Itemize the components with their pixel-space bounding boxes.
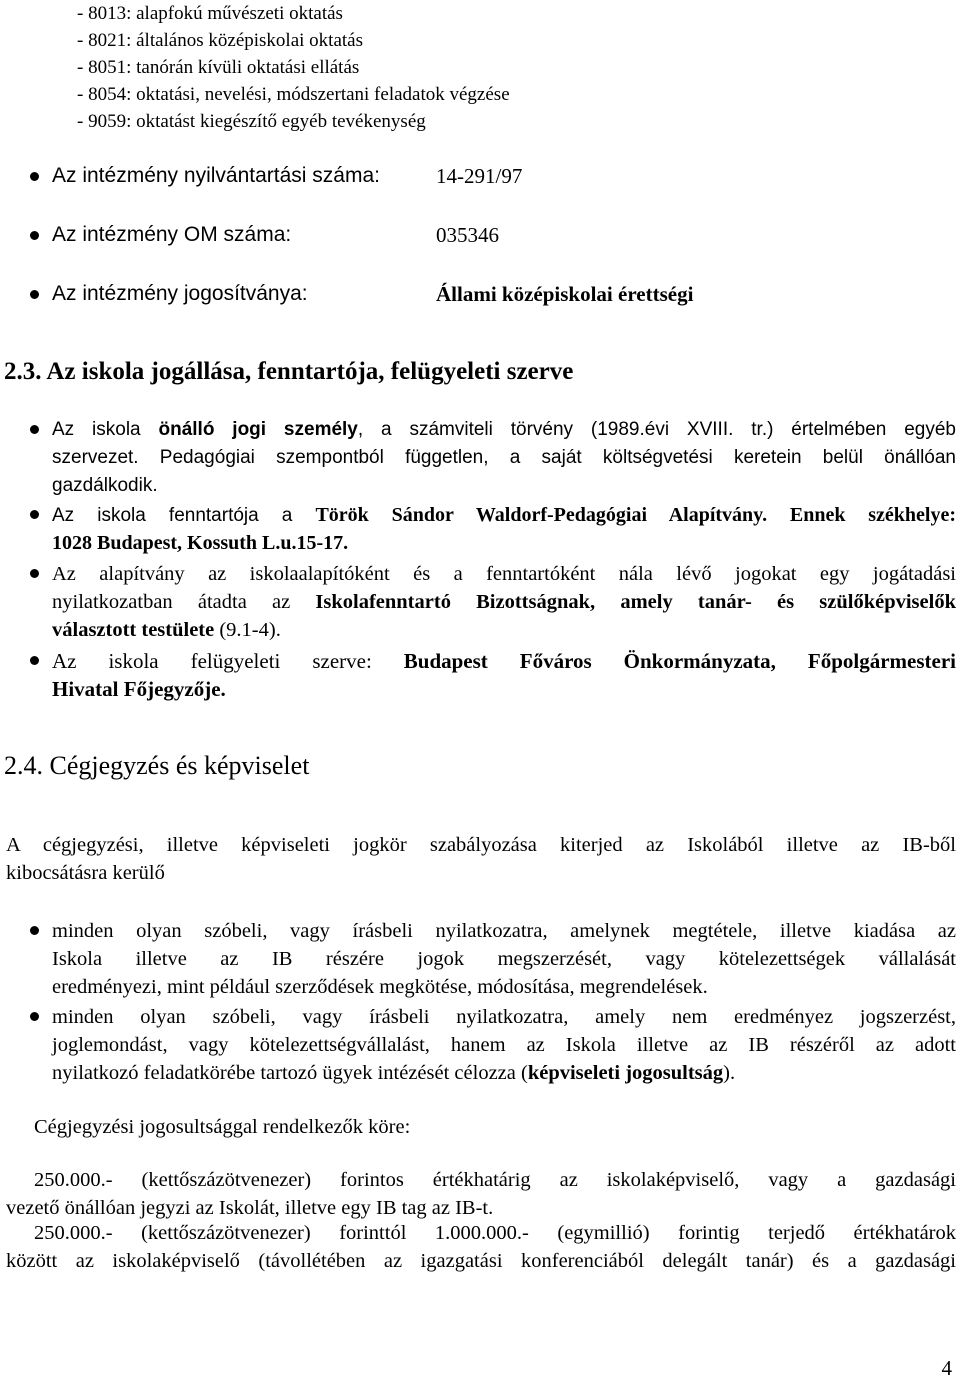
text-line: Az alapítvány az iskolaalapítóként és a fenntartóként nála lévő jogokat egy jogátadási bbox=[52, 563, 956, 585]
bold-run: Török Sándor Waldorf-Pedagógiai Alapítvány. Ennek székhelye: bbox=[315, 504, 957, 526]
text-line: 250.000.- (kettőszázötvenezer) forintos értékhatárig az iskolaképviselő, vagy a gazdasági bbox=[34, 1169, 956, 1191]
bullet-icon bbox=[30, 656, 39, 665]
om-label: Az intézmény OM száma: bbox=[52, 223, 292, 246]
registry-label: Az intézmény nyilvántartási száma: bbox=[52, 164, 380, 187]
text-line: kibocsátásra kerülő bbox=[6, 862, 165, 884]
text-line: eredményezi, mint például szerződések megkötése, módosítása, megrendelések. bbox=[52, 976, 708, 998]
bullet-icon bbox=[30, 926, 39, 935]
activity-code-item: - 8051: tanórán kívüli oktatási ellátás bbox=[77, 57, 360, 78]
foundation-paragraph bbox=[52, 560, 956, 644]
maintainer-paragraph bbox=[52, 501, 956, 557]
bullet-icon bbox=[30, 510, 39, 519]
text-run: Az iskola felügyeleti szerve: bbox=[52, 649, 404, 673]
registry-value: 14-291/97 bbox=[436, 164, 523, 188]
bullet-icon bbox=[30, 290, 39, 299]
bold-run: önálló jogi személy bbox=[158, 419, 358, 440]
intro-paragraph bbox=[6, 831, 956, 887]
text-line: joglemondást, vagy kötelezettségvállalást, hanem az Iskola illetve az IB részéről az adott bbox=[52, 1034, 956, 1056]
activity-code-item: - 8021: általános középiskolai oktatás bbox=[77, 30, 363, 51]
bold-run: választott testülete bbox=[52, 619, 215, 641]
activity-code-item: - 9059: oktatást kiegészítő egyéb tevékenység bbox=[77, 111, 426, 132]
bullet-icon bbox=[30, 231, 39, 240]
legal-status-paragraph bbox=[52, 416, 956, 500]
text-run: (9.1-4). bbox=[214, 619, 281, 641]
text-line: minden olyan szóbeli, vagy írásbeli nyilatkozatra, amely nem eredményez jogszerzést, bbox=[52, 1006, 956, 1028]
activity-code-item: - 8054: oktatási, nevelési, módszertani feladatok végzése bbox=[77, 84, 510, 105]
om-value: 035346 bbox=[436, 223, 499, 247]
bold-run: képviseleti jogosultság bbox=[527, 1062, 724, 1084]
bullet-icon bbox=[30, 172, 39, 181]
bold-run: Budapest Főváros Önkormányzata, Főpolgármesteri bbox=[403, 649, 956, 673]
section-heading-2-3: 2.3. Az iskola jogállása, fenntartója, felügyeleti szerve bbox=[4, 358, 574, 385]
supervisor-paragraph bbox=[52, 647, 956, 703]
bullet-icon bbox=[30, 425, 39, 434]
bold-run: Iskolafenntartó Bizottságnak, amely tanár- és szülőképviselők bbox=[315, 591, 956, 613]
text-line: között az iskolaképviselő (távollétében az igazgatási konferenciából delegált tanár) és a gazdasági bbox=[6, 1250, 956, 1272]
authority-paragraph-2 bbox=[6, 1219, 956, 1275]
text-line: szervezet. Pedagógiai szempontból független, a saját költségvetési keretein belül önállóan bbox=[52, 447, 956, 468]
text-line: gazdálkodik. bbox=[52, 475, 158, 496]
bold-run: Hivatal Főjegyzője. bbox=[52, 677, 226, 701]
text-line: vezető önállóan jegyzi az Iskolát, illetve egy IB tag az IB-t. bbox=[6, 1197, 494, 1219]
authority-value: Állami középiskolai érettségi bbox=[436, 282, 694, 306]
text-line: Iskola illetve az IB részére jogok megszerzését, vagy kötelezettségek vállalását bbox=[52, 948, 956, 970]
statement-bullet-2 bbox=[52, 1003, 956, 1087]
activity-codes-list bbox=[77, 0, 510, 135]
bullet-icon bbox=[30, 1012, 39, 1021]
authority-heading bbox=[34, 1113, 934, 1141]
text-line: Cégjegyzési jogosultsággal rendelkezők köre: bbox=[34, 1116, 411, 1138]
bold-run: 1028 Budapest, Kossuth L.u.15-17. bbox=[52, 532, 349, 554]
text-line: A cégjegyzési, illetve képviseleti jogkör szabályozása kiterjed az Iskolából illetve az IB-ből bbox=[6, 834, 956, 856]
section-heading-2-4: 2.4. Cégjegyzés és képviselet bbox=[4, 751, 310, 780]
text-run: Az iskola fenntartója a bbox=[52, 505, 316, 526]
text-run: ). bbox=[723, 1062, 736, 1084]
authority-paragraph-1 bbox=[6, 1166, 956, 1222]
text-run: nyilatkozó feladatkörébe tartozó ügyek intézését célozza ( bbox=[52, 1062, 528, 1084]
statement-bullet-1 bbox=[52, 917, 956, 1001]
bullet-icon bbox=[30, 569, 39, 578]
text-run: Az iskola bbox=[52, 419, 159, 440]
page-number: 4 bbox=[941, 1356, 952, 1380]
activity-code-item: - 8013: alapfokú művészeti oktatás bbox=[77, 3, 343, 24]
text-line: minden olyan szóbeli, vagy írásbeli nyilatkozatra, amelynek megtétele, illetve kiadása az bbox=[52, 920, 956, 942]
text-run: nyilatkozatban átadta az bbox=[52, 591, 316, 613]
text-run: , a számviteli törvény (1989.évi XVIII. tr.) értelmében egyéb bbox=[357, 419, 956, 440]
text-line: 250.000.- (kettőszázötvenezer) forinttól 1.000.000.- (egymillió) forintig terjedő értékhatárok bbox=[34, 1222, 956, 1244]
authority-label: Az intézmény jogosítványa: bbox=[52, 282, 308, 305]
